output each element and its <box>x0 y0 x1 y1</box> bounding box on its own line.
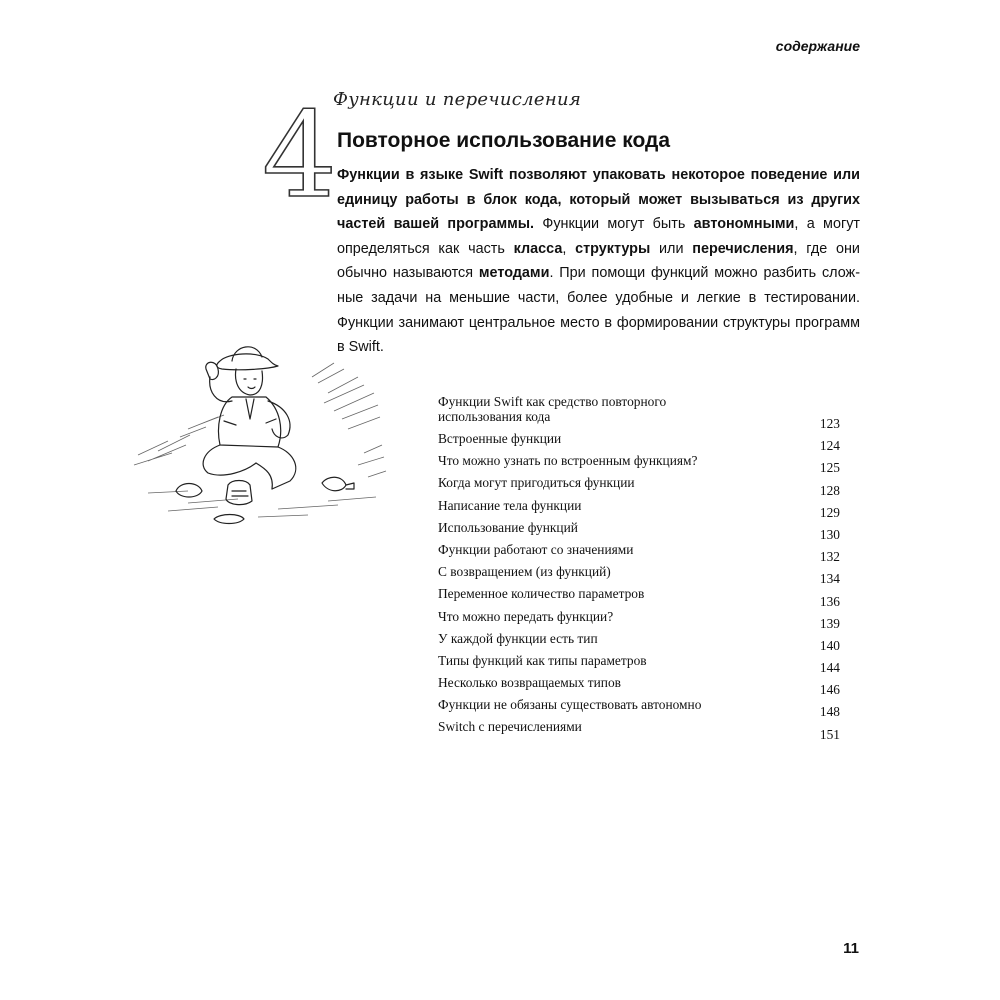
chapter-label: Функции и перечисления <box>333 89 582 110</box>
toc-entry[interactable] <box>438 394 840 431</box>
toc-entry-title: Switch с перечислениями <box>438 719 582 735</box>
toc-entry-title: У каждой функции есть тип <box>438 630 598 646</box>
intro-term: автономными <box>693 216 795 233</box>
page-number: 11 <box>843 940 859 957</box>
toc-entry[interactable] <box>438 653 840 675</box>
chapter-intro <box>337 163 860 360</box>
toc-entry-page: 148 <box>819 704 840 720</box>
intro-text: , а могут определяться как часть <box>337 216 860 257</box>
toc-entry[interactable] <box>438 586 840 608</box>
intro-text: , где они обычно называются <box>337 240 860 282</box>
toc-entry[interactable] <box>438 609 840 631</box>
toc-entry-page: 136 <box>819 593 840 609</box>
toc-entry-page: 144 <box>819 660 840 676</box>
toc-entry[interactable] <box>438 431 840 453</box>
toc-entry-title: Функции работают со значениями <box>438 541 634 557</box>
toc-entry-page: 128 <box>819 482 840 498</box>
running-header: содержание <box>775 38 860 54</box>
toc-entry-page: 129 <box>819 504 840 520</box>
toc-entry-title: Когда могут пригодиться функции <box>438 475 635 491</box>
toc-entry-title: Что можно передать функции? <box>438 608 614 624</box>
toc-entry[interactable] <box>438 520 840 542</box>
intro-text: . При помощи функций можно разбить сложные задачи на меньшие части, более удобные и легкие в тестировании. Функции занимают центральное место в формировании структуры программ в Swift. <box>337 265 860 356</box>
toc-entry[interactable] <box>438 475 840 497</box>
toc-entry[interactable] <box>438 453 840 475</box>
toc-entry[interactable] <box>438 675 840 697</box>
intro-text: или <box>650 240 693 257</box>
toc-entry-title: Несколько возвращаемых типов <box>438 675 621 691</box>
intro-term: методами <box>478 265 550 282</box>
toc-entry-title: Написание тела функции <box>438 497 582 513</box>
toc-entry-page: 146 <box>819 682 840 698</box>
toc-entry-page: 140 <box>819 637 840 653</box>
intro-term: структуры <box>575 240 651 257</box>
toc-entry[interactable] <box>438 631 840 653</box>
intro-text: , <box>562 240 576 257</box>
toc-entry[interactable] <box>438 498 840 520</box>
toc-entry-page: 139 <box>819 615 840 631</box>
toc-entry-title: Использование функций <box>438 519 578 535</box>
toc-entry-title: Типы функций как типы параметров <box>438 652 647 668</box>
intro-lead: Функции в языке Swift позволяют упаковать некоторое поведение или единицу работы в блок кода, который может вызываться из других частей вашей программы. <box>337 167 860 233</box>
toc-entry-page: 134 <box>819 571 840 587</box>
toc-entry[interactable] <box>438 564 840 586</box>
toc-entry-title: Встроенные функции <box>438 431 562 446</box>
toc-entry-page: 132 <box>819 549 840 565</box>
chapter-contents <box>438 394 840 742</box>
explorer-illustration <box>128 333 390 541</box>
toc-entry-page: 151 <box>819 726 840 742</box>
chapter-number: 4 <box>262 86 338 224</box>
toc-entry-title: Что можно узнать по встроенным функциям? <box>438 453 698 469</box>
toc-entry-title: Функции не обязаны существовать автономно <box>438 697 702 713</box>
toc-entry-title: С возвращением (из функций) <box>438 564 611 580</box>
toc-entry-page: 124 <box>819 438 840 454</box>
toc-entry-page: 125 <box>819 460 840 476</box>
toc-entry[interactable] <box>438 697 840 719</box>
toc-entry-page: 123 <box>819 416 840 431</box>
chapter-title: Повторное использование кода <box>337 129 671 152</box>
intro-term: класса <box>513 240 563 257</box>
toc-entry-title: Переменное количество параметров <box>438 586 645 602</box>
intro-term: перечисления <box>692 240 794 257</box>
toc-entry-page: 130 <box>819 526 840 542</box>
intro-text: Функции могут быть <box>534 216 694 233</box>
toc-entry[interactable] <box>438 719 840 741</box>
toc-entry[interactable] <box>438 542 840 564</box>
toc-entry-title: Функции Swift как средство повторного использования кода <box>438 394 667 424</box>
